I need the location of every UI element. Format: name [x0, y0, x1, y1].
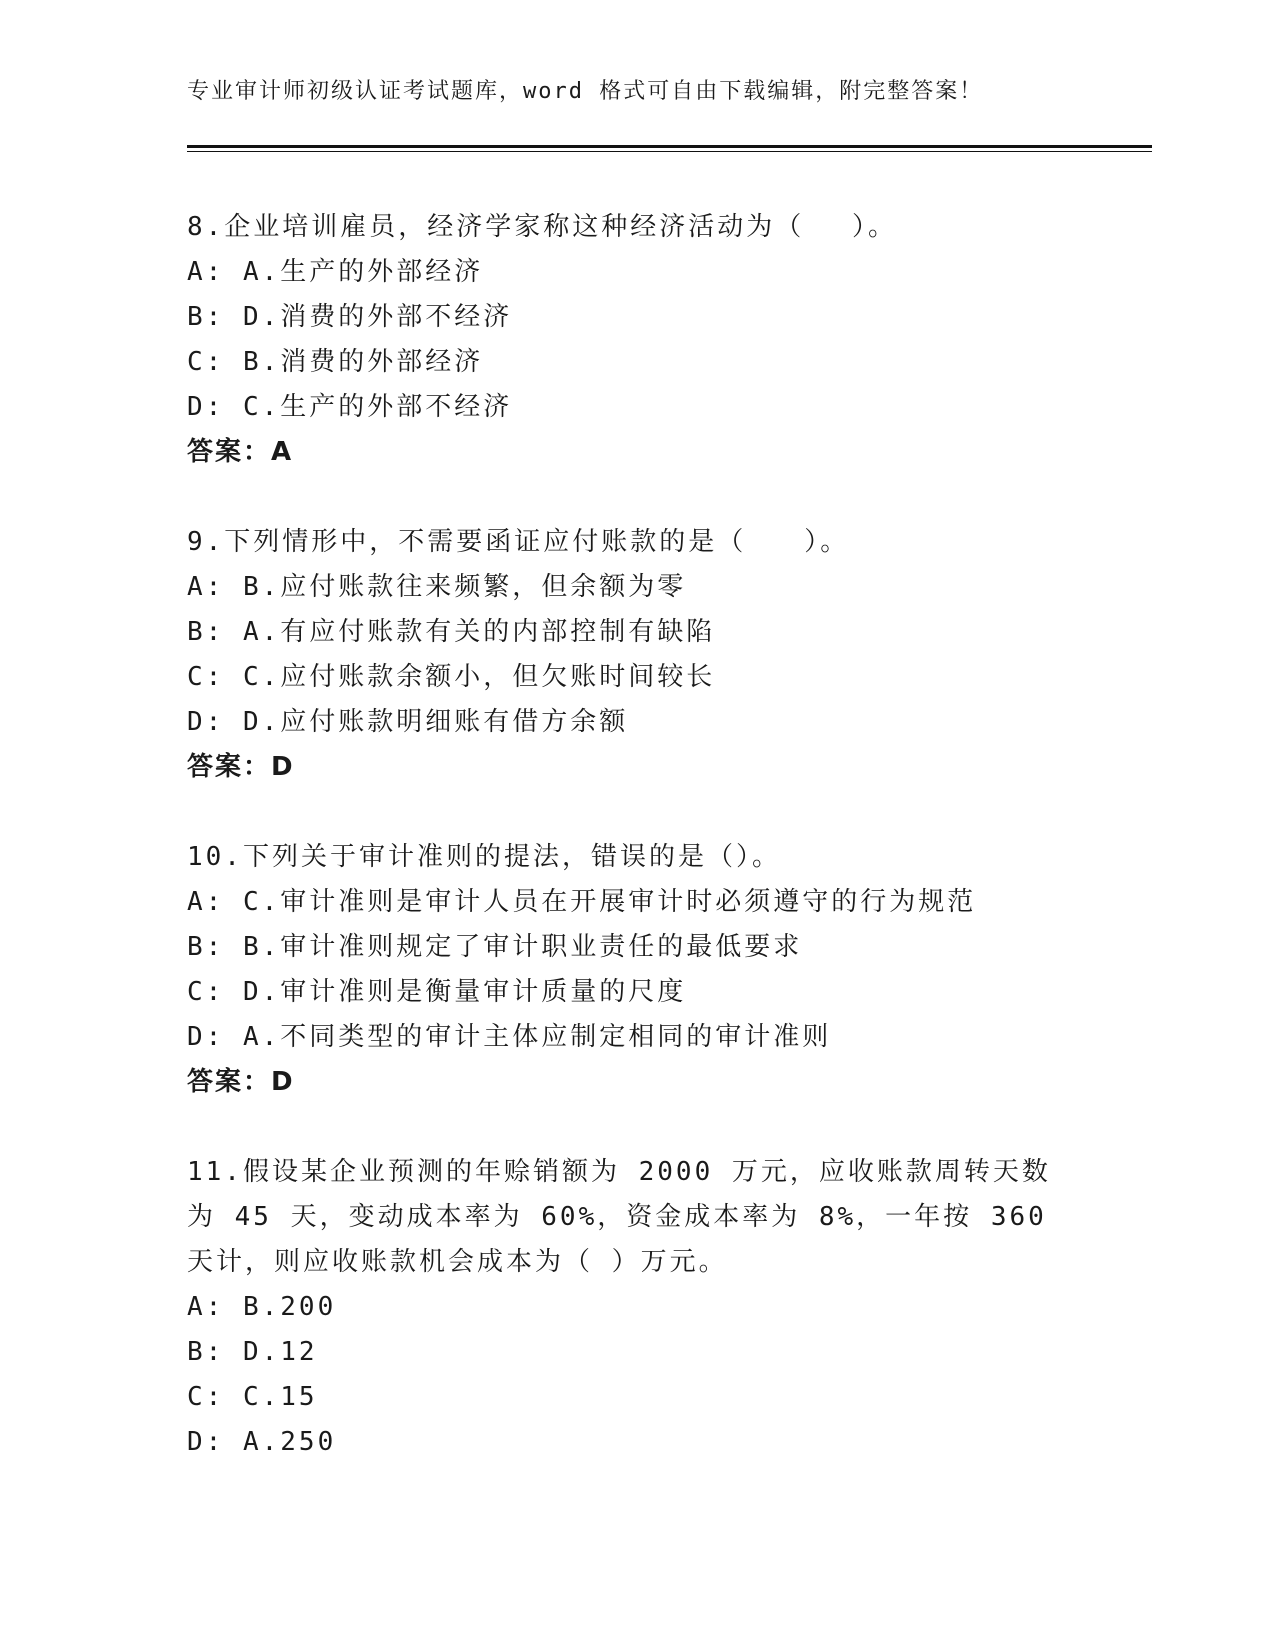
option-c: C: C.应付账款余额小，但欠账时间较长: [187, 662, 716, 692]
option-a: A: B.应付账款往来频繁，但余额为零: [187, 572, 687, 602]
question-11: [187, 1150, 1087, 1465]
header-text: 专业审计师初级认证考试题库，word 格式可自由下载编辑，附完整答案！: [187, 79, 984, 104]
question-list: [187, 205, 1087, 1510]
option-c: C: D.审计准则是衡量审计质量的尺度: [187, 977, 687, 1007]
answer: 答案：A: [187, 437, 294, 467]
question-9: [187, 520, 1087, 790]
option-d: D: A.250: [187, 1427, 337, 1457]
option-d: D: D.应付账款明细账有借方余额: [187, 707, 629, 737]
option-b: B: D.消费的外部不经济: [187, 302, 513, 332]
question-stem: 10.下列关于审计准则的提法，错误的是（）。: [187, 842, 781, 872]
option-b: B: D.12: [187, 1337, 318, 1367]
option-d: D: C.生产的外部不经济: [187, 392, 513, 422]
option-a: A: C.审计准则是审计人员在开展审计时必须遵守的行为规范: [187, 887, 977, 917]
option-a: A: B.200: [187, 1292, 337, 1322]
question-10: [187, 835, 1087, 1105]
question-stem: 8.企业培训雇员，经济学家称这种经济活动为（ ）。: [187, 212, 897, 242]
question-8: [187, 205, 1087, 475]
option-b: B: B.审计准则规定了审计职业责任的最低要求: [187, 932, 803, 962]
header-rule-thick: [187, 145, 1152, 148]
option-c: C: C.15: [187, 1382, 318, 1412]
option-d: D: A.不同类型的审计主体应制定相同的审计准则: [187, 1022, 832, 1052]
answer: 答案：D: [187, 1067, 295, 1097]
option-b: B: A.有应付账款有关的内部控制有缺陷: [187, 617, 716, 647]
option-c: C: B.消费的外部经济: [187, 347, 484, 377]
answer: 答案：D: [187, 752, 295, 782]
question-stem: 11.假设某企业预测的年赊销额为 2000 万元，应收账款周转天数为 45 天，变动成本率为 60%，资金成本率为 8%，一年按 360 天计，则应收账款机会成本为（ ）万元。: [187, 1157, 1051, 1277]
option-a: A: A.生产的外部经济: [187, 257, 484, 287]
header-rule-thin: [187, 151, 1152, 152]
question-stem: 9.下列情形中，不需要函证应付账款的是（ ）。: [187, 527, 850, 557]
